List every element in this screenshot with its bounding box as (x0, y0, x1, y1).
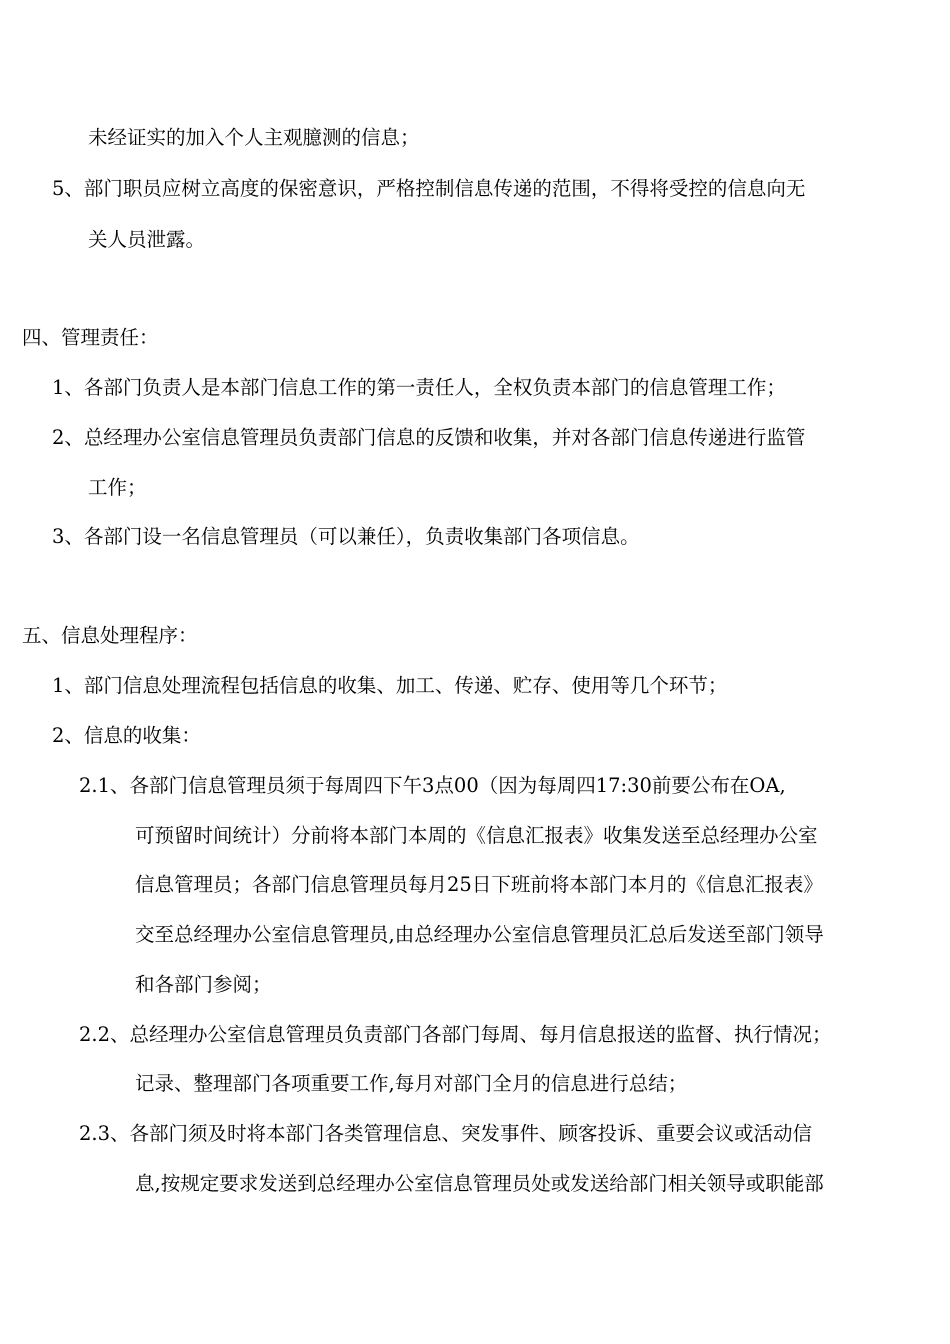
text-line: 2、信息的收集： (52, 724, 201, 747)
text-line: 信息管理员；各部门信息管理员每月25日下班前将本部门本月的《信息汇报表》 (135, 873, 823, 896)
text-line: 1、各部门负责人是本部门信息工作的第一责任人，全权负责本部门的信息管理工作； (52, 376, 786, 399)
section-heading: 四、管理责任： (22, 326, 159, 349)
text-line: 息,按规定要求发送到总经理办公室信息管理员处或发送给部门相关领导或职能部 (135, 1172, 824, 1195)
text-line: 和各部门参阅； (135, 973, 272, 996)
text-line: 2.1、各部门信息管理员须于每周四下午3点00（因为每周四17:30前要公布在OA, (79, 774, 786, 797)
text-line: 3、各部门设一名信息管理员（可以兼任），负责收集部门各项信息。 (52, 525, 640, 548)
text-line: 2.3、各部门须及时将本部门各类管理信息、突发事件、顾客投诉、重要会议或活动信 (79, 1122, 813, 1145)
section-heading: 五、信息处理程序： (22, 624, 198, 647)
text-line: 5、部门职员应树立高度的保密意识，严格控制信息传递的范围，不得将受控的信息向无 (52, 177, 806, 200)
text-line: 记录、整理部门各项重要工作,每月对部门全月的信息进行总结； (135, 1072, 688, 1095)
text-line: 未经证实的加入个人主观臆测的信息； (88, 126, 420, 149)
text-line: 可预留时间统计）分前将本部门本周的《信息汇报表》收集发送至总经理办公室 (135, 824, 818, 847)
text-line: 2.2、总经理办公室信息管理员负责部门各部门每周、每月信息报送的监督、执行情况； (79, 1023, 832, 1046)
text-line: 1、部门信息处理流程包括信息的收集、加工、传递、贮存、使用等几个环节； (52, 674, 728, 697)
text-line: 关人员泄露。 (88, 228, 206, 251)
text-line: 交至总经理办公室信息管理员,由总经理办公室信息管理员汇总后发送至部门领导 (135, 923, 824, 946)
text-line: 2、总经理办公室信息管理员负责部门信息的反馈和收集，并对各部门信息传递进行监管 (52, 426, 806, 449)
text-line: 工作； (88, 476, 147, 499)
